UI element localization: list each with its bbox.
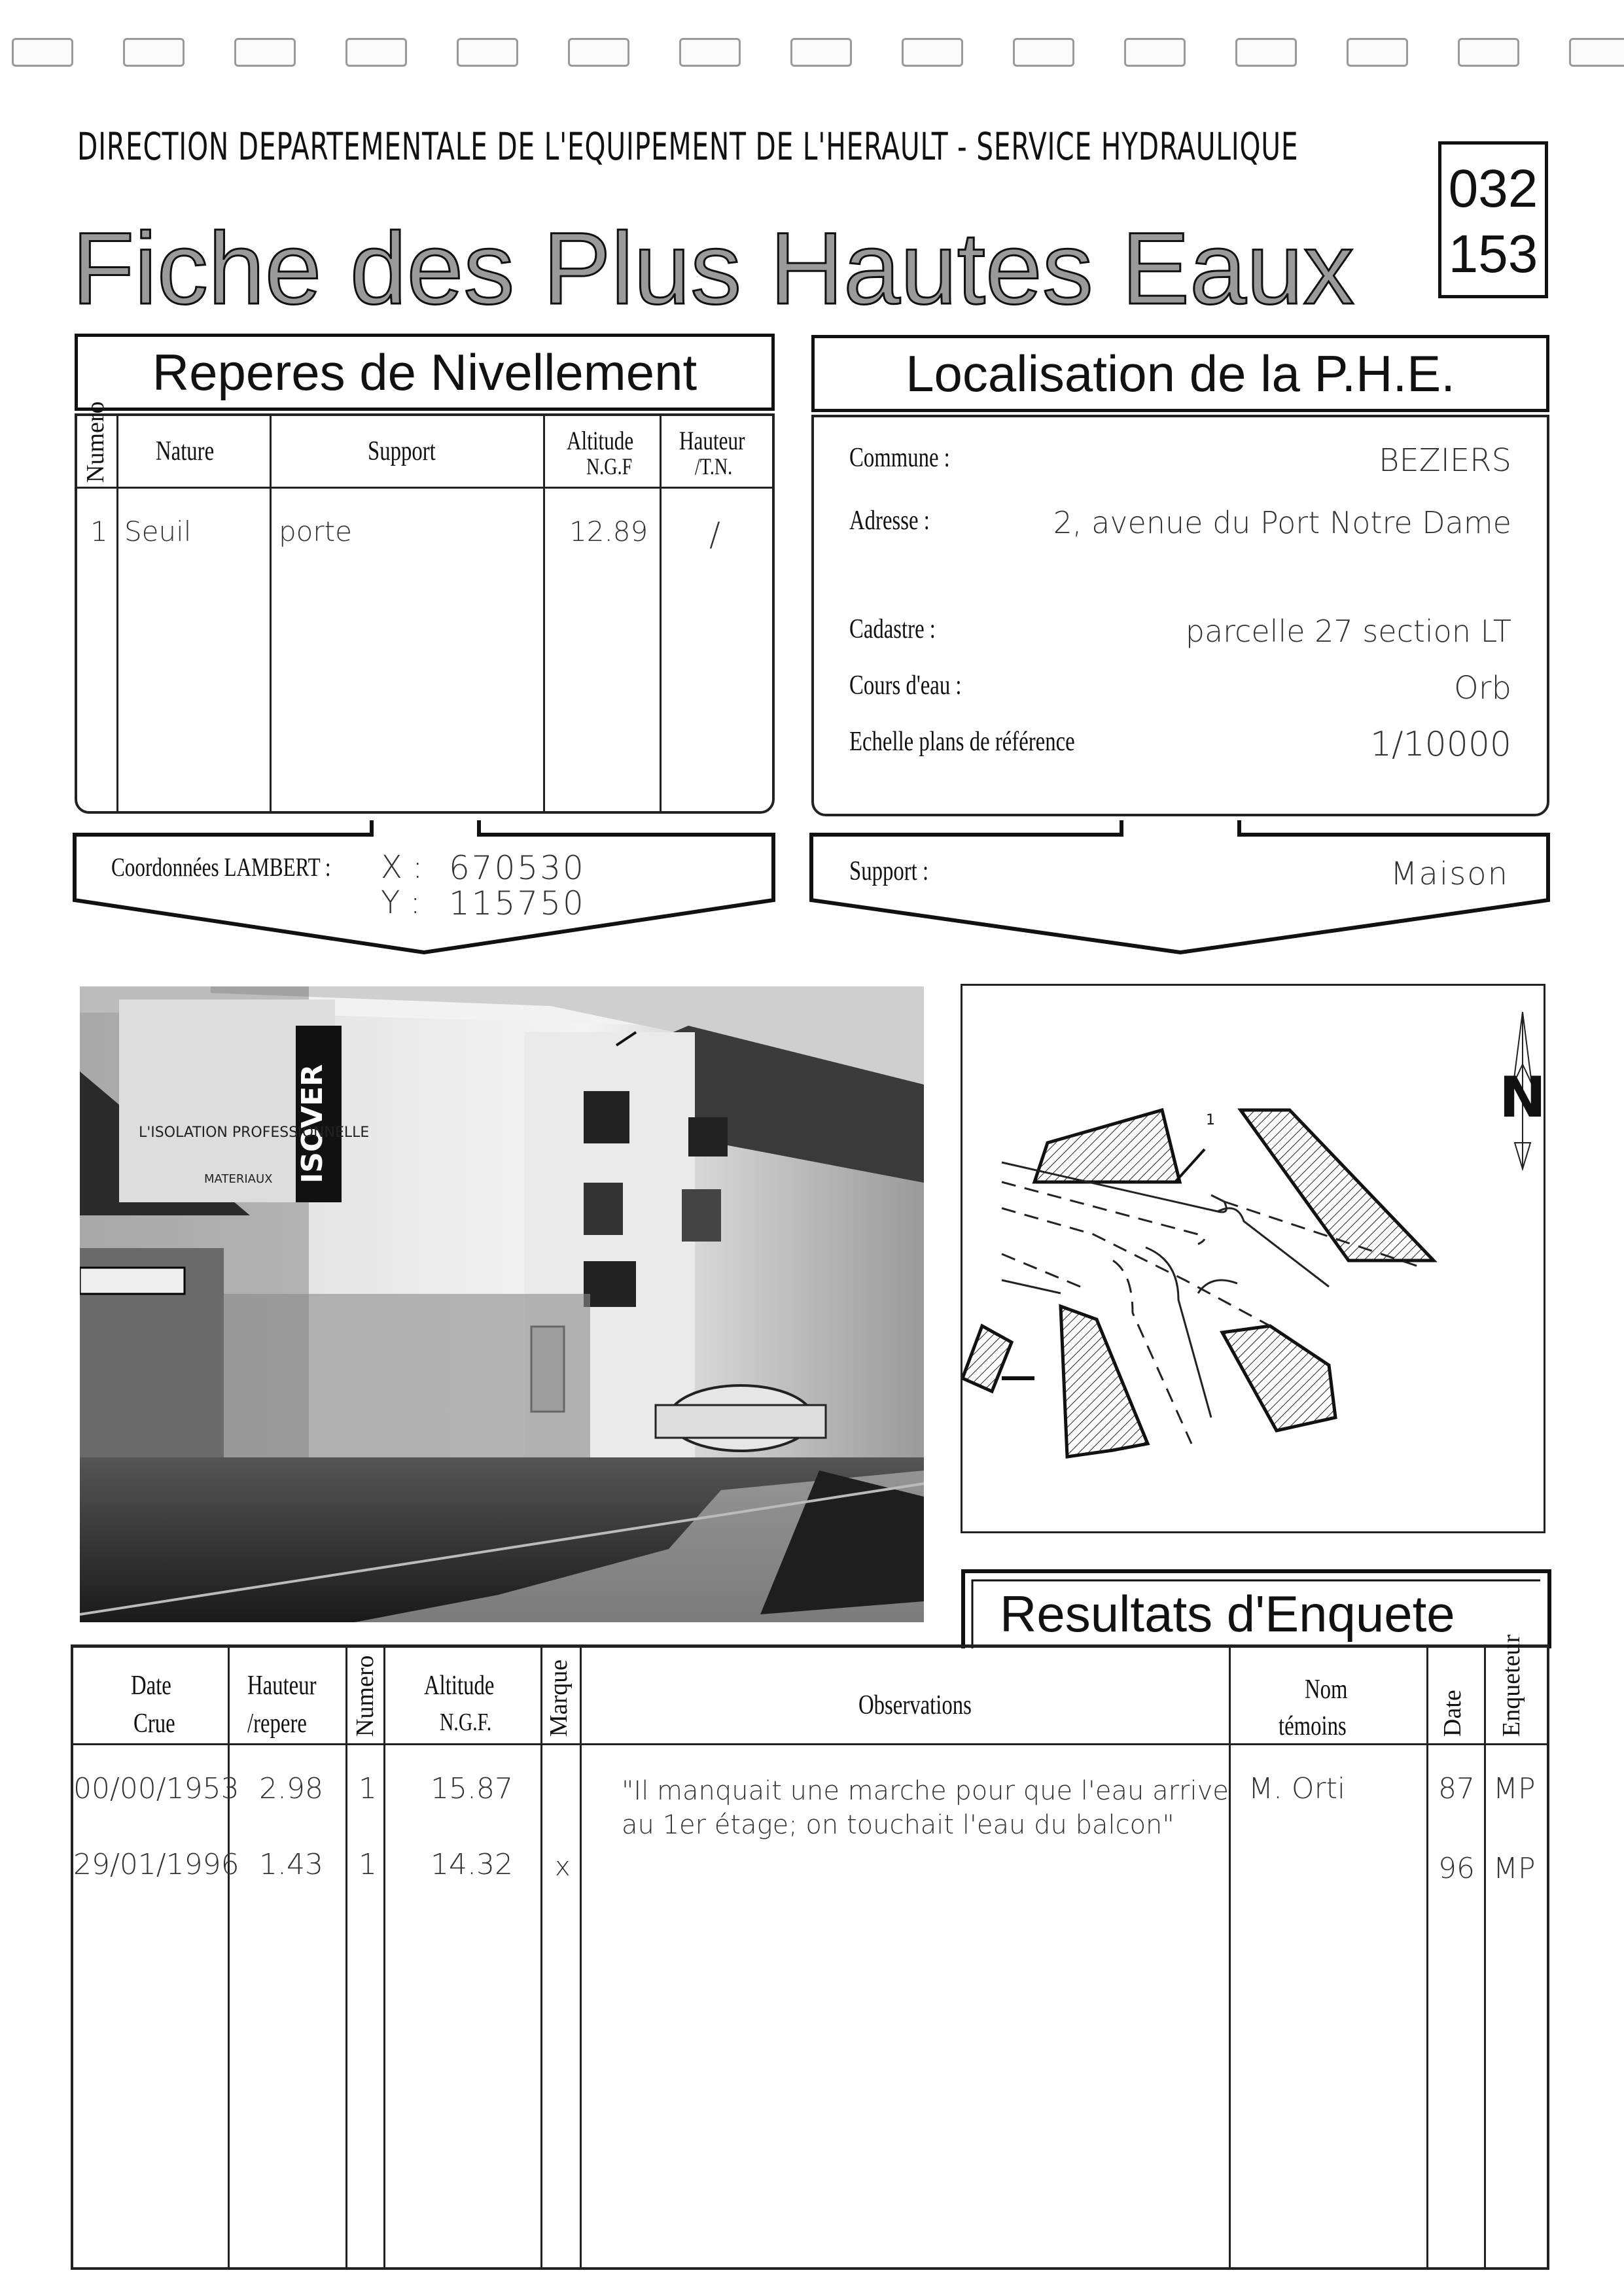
row-nom: M. Orti [1248, 1772, 1346, 1805]
sheet-code-bottom: 153 [1448, 224, 1538, 284]
binder-hole [1347, 38, 1408, 67]
sign-brand: ISOVER [296, 1064, 329, 1184]
row-hauteur: 2.98 [259, 1772, 323, 1805]
sheet-code-box [1438, 141, 1548, 298]
col-header-date-crue-sub: Crue [133, 1709, 175, 1739]
row-numero: 1 [359, 1848, 377, 1881]
col-header-altitude: Altitude [424, 1671, 495, 1701]
binder-hole [1235, 38, 1297, 67]
col-header-enqueteur: Enqueteur [1498, 1634, 1525, 1737]
col-header-numero: Numero [351, 1655, 379, 1737]
reperes-header-divider [77, 487, 773, 489]
resultats-header-divider [73, 1743, 1547, 1745]
row-altitude: 12.89 [569, 515, 648, 548]
binder-hole [12, 38, 73, 67]
cours-deau-value: Orb [1454, 670, 1511, 706]
echelle-label: Echelle plans de référence [849, 727, 1075, 757]
binder-hole [568, 38, 629, 67]
row-altitude: 15.87 [431, 1772, 513, 1805]
cadastre-value: parcelle 27 section LT [1185, 614, 1511, 649]
y-value: 115750 [449, 884, 586, 922]
reperes-table [75, 401, 775, 814]
binder-hole [790, 38, 852, 67]
row-date-crue: 29/01/1996 [73, 1848, 239, 1881]
sign-text: L'ISOLATION PROFESSIONNELLE [139, 1124, 370, 1141]
location-map [961, 984, 1545, 1533]
reperes-title: Reperes de Nivellement [75, 334, 775, 411]
adresse-value: 2, avenue du Port Notre Dame [1053, 505, 1511, 540]
col-header-observations: Observations [858, 1690, 972, 1720]
row-date: 96 [1438, 1852, 1475, 1885]
col-header-nom-sub: témoins [1279, 1711, 1347, 1741]
localisation-title: Localisation de la P.H.E. [811, 335, 1549, 412]
binder-hole [123, 38, 185, 67]
column-divider [1426, 1648, 1428, 2268]
commune-label: Commune : [849, 443, 950, 473]
col-header-nom: Nom [1305, 1675, 1348, 1705]
binder-hole [345, 38, 407, 67]
row-altitude: 14.32 [431, 1848, 513, 1881]
binder-hole [902, 38, 963, 67]
column-divider [1229, 1648, 1231, 2268]
resultats-title: Resultats d'Enquete [1000, 1585, 1455, 1643]
support-value: Maison [1390, 856, 1509, 892]
col-header-numero: Numero [82, 401, 109, 483]
column-divider [345, 1648, 347, 2268]
column-divider [228, 1648, 230, 2268]
row-numero: 1 [90, 515, 108, 548]
resultats-table [71, 1634, 1549, 2270]
column-divider [540, 1648, 542, 2268]
column-divider [383, 1648, 385, 2268]
col-header-hauteur: Hauteur [247, 1671, 317, 1701]
col-header-nature: Nature [156, 436, 215, 466]
row-date: 87 [1438, 1772, 1475, 1805]
col-header-date-crue: Date [131, 1671, 171, 1701]
binder-hole [1458, 38, 1519, 67]
row-enqueteur: MP [1493, 1852, 1536, 1885]
col-header-hauteur-sub: /T.N. [695, 453, 733, 479]
col-header-hauteur-sub: /repere [247, 1709, 307, 1739]
column-divider [660, 416, 662, 811]
commune-value: BEZIERS [1379, 442, 1511, 479]
adresse-label: Adresse : [849, 506, 930, 536]
coordinates-label: Coordonnées LAMBERT : [111, 852, 331, 882]
map-marker-label: 1 [1206, 1112, 1215, 1128]
organization-header: DIRECTION DEPARTEMENTALE DE L'EQUIPEMENT DE L'HERAULT - SERVICE HYDRAULIQUE [77, 124, 1299, 169]
binder-hole [679, 38, 741, 67]
col-header-altitude-sub: N.G.F. [440, 1709, 492, 1736]
binder-hole [1569, 38, 1624, 67]
col-header-altitude-sub: N.G.F [586, 453, 633, 479]
row-hauteur: / [709, 515, 720, 553]
page-title: Fiche des Plus Hautes Eaux [72, 212, 1354, 326]
row-enqueteur: MP [1493, 1772, 1536, 1805]
row-observations-line1: "Il manquait une marche pour que l'eau arrive [622, 1776, 1229, 1806]
col-header-altitude: Altitude [567, 426, 634, 455]
x-value: 670530 [449, 849, 586, 887]
x-label: X : [381, 849, 423, 886]
row-nature: Seuil [124, 515, 192, 548]
row-support: porte [279, 515, 352, 548]
localisation-panel [811, 415, 1549, 816]
column-divider [116, 416, 118, 811]
col-header-marque: Marque [545, 1659, 573, 1737]
col-header-date: Date [1439, 1690, 1466, 1737]
sign-small: MATERIAUX [204, 1172, 273, 1186]
column-divider [580, 1648, 582, 2268]
north-label: N [1499, 1065, 1544, 1130]
location-map-drawing [962, 986, 1544, 1531]
cadastre-label: Cadastre : [849, 614, 936, 644]
row-numero: 1 [359, 1772, 377, 1805]
sheet-code-top: 032 [1448, 159, 1538, 218]
col-header-support: Support [368, 436, 436, 466]
echelle-value: 1/10000 [1369, 725, 1511, 764]
y-label: Y : [381, 884, 421, 921]
col-header-hauteur: Hauteur [679, 426, 745, 455]
row-hauteur: 1.43 [259, 1848, 323, 1881]
row-marque: x [555, 1852, 571, 1882]
binder-hole [457, 38, 518, 67]
row-date-crue: 00/00/1953 [73, 1772, 239, 1805]
binder-hole [1013, 38, 1074, 67]
binder-holes [0, 38, 1624, 69]
coordinates-arrow-frame [71, 818, 784, 962]
binder-hole [1124, 38, 1186, 67]
binder-hole [234, 38, 296, 67]
column-divider [270, 416, 272, 811]
row-observations-line2: au 1er étage; on touchait l'eau du balcon" [622, 1810, 1174, 1840]
support-label: Support : [849, 856, 929, 886]
column-divider [543, 416, 545, 811]
cours-deau-label: Cours d'eau : [849, 670, 962, 701]
site-photo-illustration [80, 986, 924, 1622]
column-divider [1484, 1648, 1486, 2268]
site-photo [80, 986, 924, 1622]
